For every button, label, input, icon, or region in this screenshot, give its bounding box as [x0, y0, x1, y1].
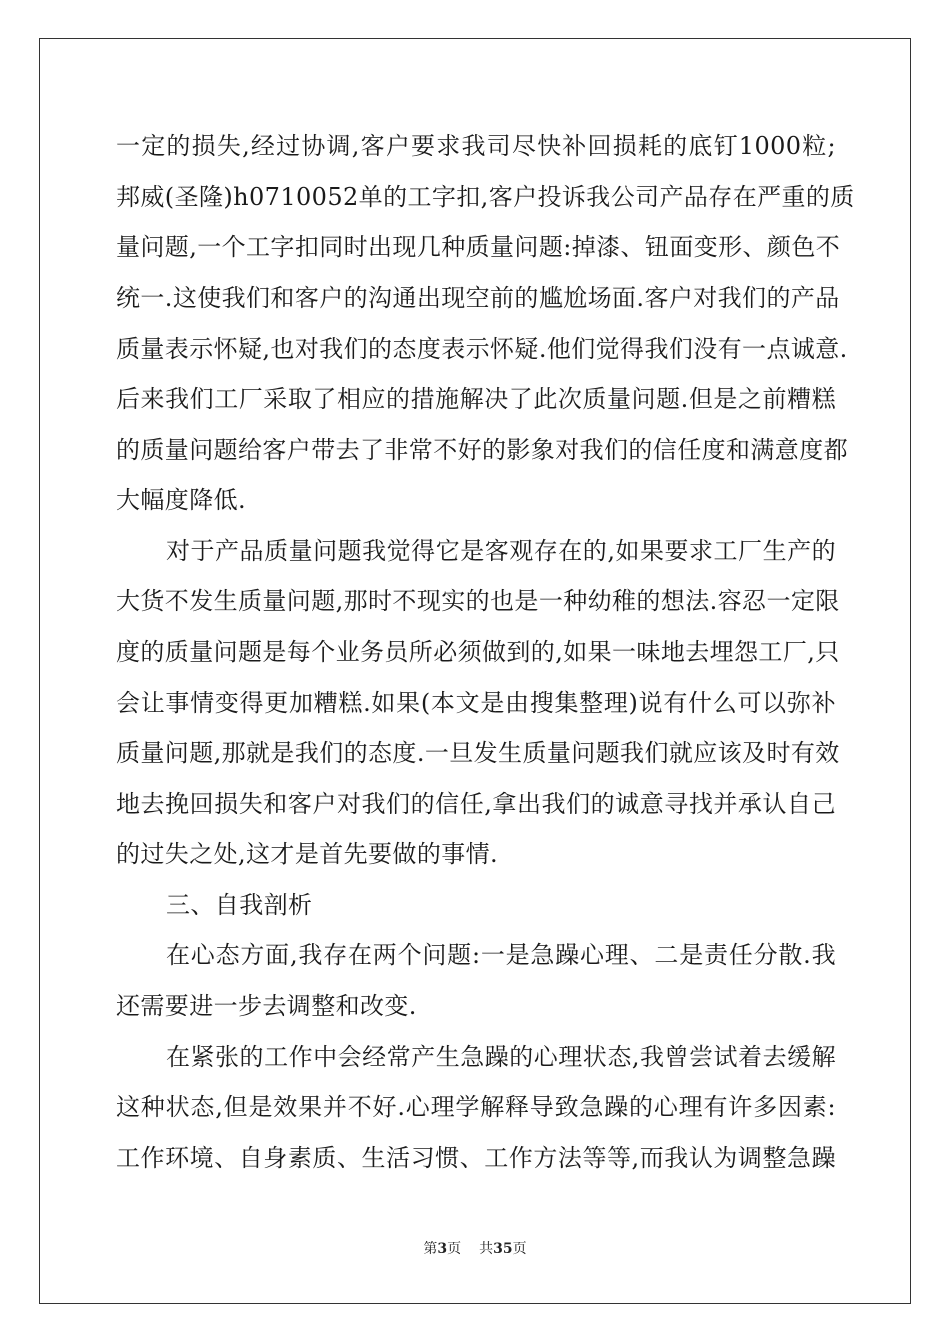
page-label-prefix: 第	[423, 1241, 438, 1257]
total-label-suffix: 页	[512, 1241, 527, 1257]
text-line: 一定的损失,经过协调,客户要求我司尽快补回损耗的底钉1000粒;	[116, 132, 836, 160]
text-line: 工作环境、自身素质、生活习惯、工作方法等等,而我认为调整急躁	[116, 1144, 836, 1172]
text-line: 大货不发生质量问题,那时不现实的也是一种幼稚的想法.容忍一定限	[116, 587, 840, 615]
text-line: 会让事情变得更加糟糕.如果(本文是由搜集整理)说有什么可以弥补	[116, 689, 836, 717]
page-footer	[0, 1240, 950, 1258]
section-heading: 三、自我剖析	[166, 891, 313, 919]
text-line: 后来我们工厂采取了相应的措施解决了此次质量问题.但是之前糟糕	[116, 385, 836, 413]
page-number: 3	[437, 1241, 448, 1257]
text-line: 度的质量问题是每个业务员所必须做到的,如果一味地去埋怨工厂,只	[116, 638, 840, 666]
total-pages: 35	[493, 1241, 513, 1257]
paragraph-first-line: 在心态方面,我存在两个问题:一是急躁心理、二是责任分散.我	[166, 941, 836, 969]
paragraph-first-line: 对于产品质量问题我觉得它是客观存在的,如果要求工厂生产的	[166, 537, 836, 565]
text-line: 还需要进一步去调整和改变.	[116, 992, 417, 1020]
text-line: 的过失之处,这才是首先要做的事情.	[116, 840, 499, 868]
text-line: 统一.这使我们和客户的沟通出现空前的尴尬场面.客户对我们的产品	[116, 284, 840, 312]
text-line: 质量问题,那就是我们的态度.一旦发生质量问题我们就应该及时有效	[116, 739, 840, 767]
text-line: 的质量问题给客户带去了非常不好的影象对我们的信任度和满意度都	[116, 436, 848, 464]
text-line: 大幅度降低.	[116, 486, 247, 514]
total-label-prefix: 共	[479, 1241, 494, 1257]
text-line: 质量表示怀疑,也对我们的态度表示怀疑.他们觉得我们没有一点诚意.	[116, 335, 848, 363]
text-line: 量问题,一个工字扣同时出现几种质量问题:掉漆、钮面变形、颜色不	[116, 233, 841, 261]
text-line: 邦威(圣隆)h0710052单的工字扣,客户投诉我公司产品存在严重的质	[116, 183, 855, 211]
text-line: 这种状态,但是效果并不好.心理学解释导致急躁的心理有许多因素:	[116, 1093, 836, 1121]
paragraph-first-line: 在紧张的工作中会经常产生急躁的心理状态,我曾尝试着去缓解	[166, 1043, 836, 1071]
text-line: 地去挽回损失和客户对我们的信任,拿出我们的诚意寻找并承认自己	[116, 790, 836, 818]
page-label-suffix: 页	[447, 1241, 462, 1257]
